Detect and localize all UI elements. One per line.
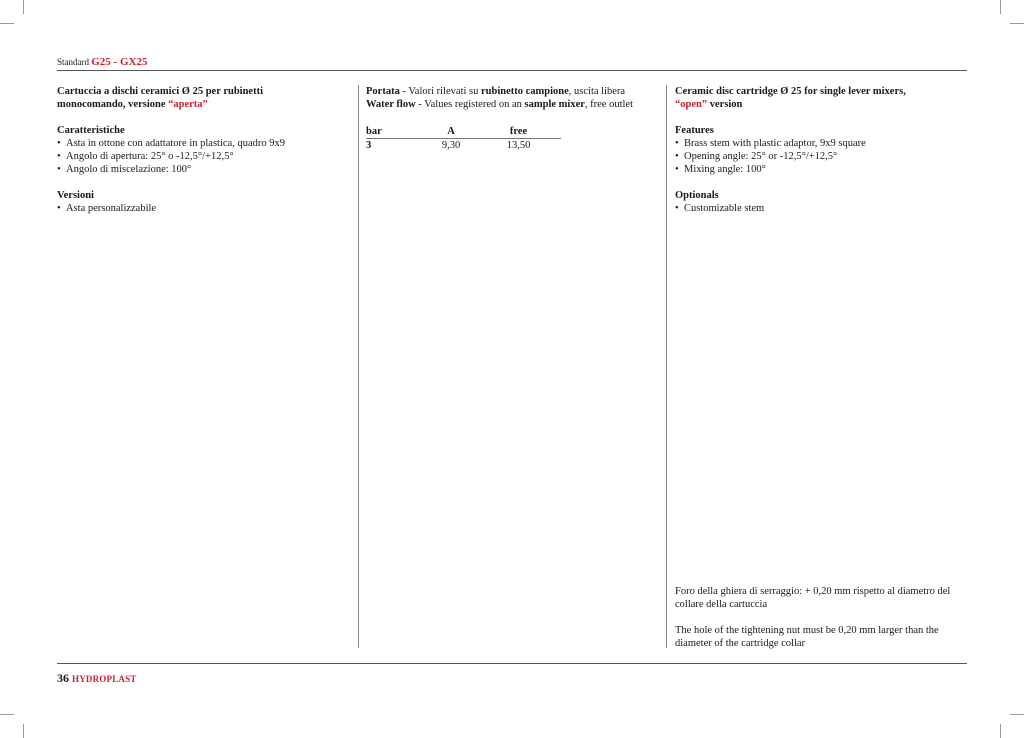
table-header: free	[476, 125, 561, 139]
column-divider	[358, 85, 359, 648]
page-footer	[57, 671, 137, 686]
en-features-heading: Features	[675, 125, 714, 136]
it-versions-list	[57, 202, 347, 215]
flow-it-text1: - Valori rilevati su	[399, 86, 481, 97]
footer-rule	[57, 663, 967, 664]
it-versions-heading: Versioni	[57, 190, 94, 201]
en-title-line2: version	[707, 99, 743, 110]
flow-it-bold: rubinetto campione	[481, 86, 569, 97]
en-optionals-heading: Optionals	[675, 190, 719, 201]
en-features-list	[675, 137, 970, 176]
table-header: bar	[366, 125, 426, 139]
crop-mark	[1010, 23, 1024, 24]
en-title	[675, 85, 970, 111]
english-column	[675, 85, 970, 215]
table-cell: 13,50	[506, 140, 531, 151]
notes-block	[675, 585, 970, 663]
flow-en-label: Water flow	[366, 99, 416, 110]
list-item: • Angolo di miscelazione: 100°	[57, 163, 347, 176]
table-cell: 3	[366, 140, 372, 151]
list-item: • Asta in ottone con adattatore in plastica, quadro 9x9	[57, 137, 347, 150]
footer-brand: HYDROPLAST	[72, 674, 137, 684]
header-model: G25 - GX25	[91, 56, 148, 68]
flow-table	[366, 125, 561, 152]
table-header: A	[426, 125, 476, 139]
flow-en-bold: sample mixer	[524, 99, 585, 110]
note-it: Foro della ghiera di serraggio: + 0,20 mm rispetto al diametro del collare della cartuccia	[675, 586, 951, 610]
column-divider	[666, 85, 667, 648]
it-title-highlight: “aperta”	[168, 99, 208, 110]
table-header-row	[366, 125, 561, 139]
list-item: • Angolo di apertura: 25° o -12,5°/+12,5°	[57, 150, 347, 163]
flow-it-text2: , uscita libera	[568, 86, 626, 97]
flow-en-text2: , free outlet	[584, 99, 634, 110]
header-rule	[57, 70, 967, 71]
crop-mark	[1000, 0, 1001, 14]
page-header	[57, 56, 147, 68]
list-item: • Mixing angle: 100°	[675, 163, 970, 176]
italian-column	[57, 85, 347, 215]
header-prefix: Standard	[57, 57, 89, 67]
flow-column	[366, 85, 661, 152]
crop-mark	[1010, 714, 1024, 715]
crop-mark	[1000, 724, 1001, 738]
it-title	[57, 85, 347, 111]
crop-mark	[0, 714, 14, 715]
it-title-line1: Cartuccia a dischi ceramici Ø 25 per rubinetti	[57, 86, 263, 97]
en-optionals-list	[675, 202, 970, 215]
list-item: • Brass stem with plastic adaptor, 9x9 square	[675, 137, 970, 150]
list-item: • Asta personalizzabile	[57, 202, 347, 215]
it-features-list	[57, 137, 347, 176]
table-row	[366, 139, 561, 153]
en-title-line1: Ceramic disc cartridge Ø 25 for single lever mixers,	[675, 86, 906, 97]
it-features-heading: Caratteristiche	[57, 125, 125, 136]
list-item: • Opening angle: 25° or -12,5°/+12,5°	[675, 150, 970, 163]
list-item: • Customizable stem	[675, 202, 970, 215]
it-title-line2: monocomando, versione	[57, 99, 166, 110]
en-title-highlight: “open”	[675, 99, 708, 110]
note-en: The hole of the tightening nut must be 0,20 mm larger than the diameter of the cartridge collar	[675, 625, 939, 649]
flow-it-line	[366, 85, 661, 98]
flow-en-text1: - Values registered on an	[415, 99, 525, 110]
crop-mark	[0, 23, 14, 24]
table-cell: 9,30	[441, 140, 461, 151]
crop-mark	[23, 724, 24, 738]
flow-en-line	[366, 98, 661, 111]
flow-it-label: Portata	[366, 86, 400, 97]
crop-mark	[23, 0, 24, 14]
page-number: 36	[57, 671, 69, 685]
